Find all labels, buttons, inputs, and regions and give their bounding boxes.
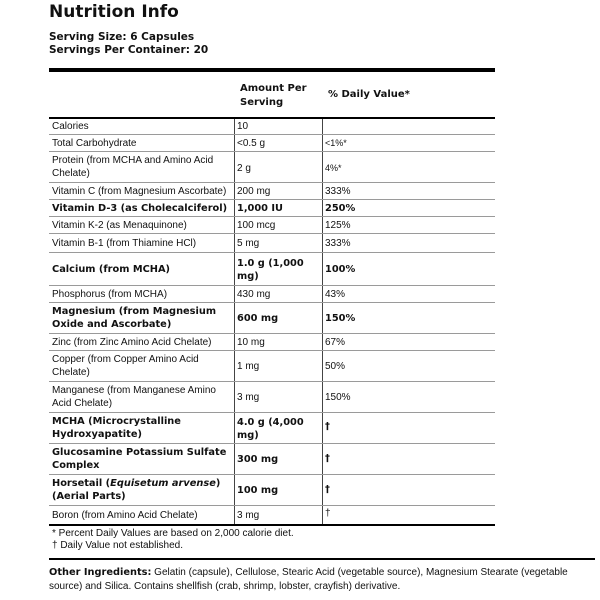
nutrient-name: Total Carbohydrate bbox=[52, 138, 137, 149]
nutrient-name: Phosphorus (from MCHA) bbox=[52, 289, 168, 300]
top-thick-divider bbox=[49, 68, 495, 72]
table-row bbox=[49, 413, 495, 444]
table-row bbox=[49, 444, 495, 475]
nutrient-amount: 3 mg bbox=[237, 510, 260, 521]
nutrient-amount: 10 mg bbox=[237, 337, 265, 348]
nutrient-dv: 333% bbox=[325, 238, 351, 249]
nutrient-name: Protein (from MCHA and Amino Acid Chelate) bbox=[52, 155, 214, 179]
servings-per-container: Servings Per Container: 20 bbox=[49, 44, 209, 56]
nutrient-dv: 43% bbox=[325, 289, 346, 300]
nutrient-amount: 10 bbox=[237, 121, 249, 132]
nutrient-amount: 1.0 g (1,000 mg) bbox=[237, 258, 304, 282]
nutrient-name: MCHA (Microcrystalline Hydroxyapatite) bbox=[52, 416, 181, 440]
table-row bbox=[49, 183, 495, 200]
nutrient-dv: 4%* bbox=[325, 163, 342, 173]
nutrient-dv: <1%* bbox=[325, 138, 347, 148]
nutrient-dv: 125% bbox=[325, 220, 351, 231]
amount-header-line2: Serving bbox=[240, 97, 284, 108]
nutrient-dv: 250% bbox=[325, 203, 356, 214]
other-ingredients bbox=[49, 566, 569, 594]
other-ingredients-text: Gelatin (capsule), Cellulose, Stearic Acid (vegetable source), Magnesium Stearate (vegetable source) and Silica. Contains shellfish (crab, shrimp, lobster, crayfish) derivative. bbox=[49, 567, 568, 592]
nutrient-amount: 600 mg bbox=[237, 313, 279, 324]
table-row bbox=[49, 382, 495, 413]
nutrient-name: Calcium (from MCHA) bbox=[52, 264, 171, 275]
footnote-dv-not-established: † Daily Value not established. bbox=[52, 540, 184, 551]
nutrient-name: Calories bbox=[52, 121, 89, 132]
table-row bbox=[49, 303, 495, 334]
nutrient-dv: 150% bbox=[325, 392, 351, 403]
nutrient-name: Magnesium (from Magnesium Oxide and Ascorbate) bbox=[52, 306, 217, 330]
nutrient-name: Vitamin C (from Magnesium Ascorbate) bbox=[52, 186, 227, 197]
nutrient-dv: 100% bbox=[325, 264, 356, 275]
daily-value-header: % Daily Value* bbox=[328, 89, 410, 100]
nutrient-name: Boron (from Amino Acid Chelate) bbox=[52, 510, 198, 521]
page-title: Nutrition Info bbox=[49, 2, 179, 22]
amount-header-line1: Amount Per bbox=[240, 83, 307, 94]
nutrient-dv: † bbox=[325, 508, 331, 519]
footnote-daily-values: * Percent Daily Values are based on 2,000 calorie diet. bbox=[52, 528, 294, 539]
nutrient-name: Zinc (from Zinc Amino Acid Chelate) bbox=[52, 337, 212, 348]
table-row bbox=[49, 119, 495, 135]
table-row bbox=[49, 253, 495, 286]
nutrient-name: Vitamin D-3 (as Cholecalciferol) bbox=[52, 203, 228, 214]
nutrient-amount: 430 mg bbox=[237, 289, 271, 300]
nutrient-amount: 3 mg bbox=[237, 392, 260, 403]
other-ingredients-label: Other Ingredients: bbox=[49, 567, 152, 578]
nutrient-amount: 4.0 g (4,000 mg) bbox=[237, 417, 304, 441]
nutrient-dv: 50% bbox=[325, 361, 346, 372]
nutrient-name: Glucosamine Potassium Sulfate Complex bbox=[52, 447, 227, 471]
nutrient-dv: † bbox=[325, 421, 330, 432]
nutrient-dv: † bbox=[325, 453, 330, 464]
table-row bbox=[49, 200, 495, 217]
nutrient-dv: 67% bbox=[325, 337, 346, 348]
nutrient-name-pre: Horsetail ( bbox=[52, 478, 111, 489]
table-row bbox=[49, 152, 495, 183]
nutrient-amount: 300 mg bbox=[237, 454, 279, 465]
nutrient-name bbox=[52, 477, 234, 503]
table-row bbox=[49, 351, 495, 382]
nutrient-amount: 100 mg bbox=[237, 485, 279, 496]
table-row bbox=[49, 217, 495, 234]
other-ingredients-divider bbox=[49, 558, 595, 560]
amount-per-serving-header bbox=[240, 82, 320, 110]
table-row bbox=[49, 135, 495, 152]
table-row bbox=[49, 334, 495, 351]
nutrient-name: Copper (from Copper Amino Acid Chelate) bbox=[52, 354, 199, 378]
nutrient-name-italic: Equisetum arvense bbox=[110, 478, 216, 489]
nutrient-amount: <0.5 g bbox=[237, 138, 266, 149]
nutrient-name: Manganese (from Manganese Amino Acid Chelate) bbox=[52, 385, 216, 409]
nutrient-amount: 1 mg bbox=[237, 361, 260, 372]
table-bottom-divider bbox=[49, 524, 495, 526]
table-row bbox=[49, 475, 495, 506]
nutrient-dv: † bbox=[325, 484, 330, 495]
table-row bbox=[49, 234, 495, 253]
table-row bbox=[49, 286, 495, 303]
nutrient-dv: 333% bbox=[325, 186, 351, 197]
nutrient-amount: 200 mg bbox=[237, 186, 271, 197]
nutrient-amount: 5 mg bbox=[237, 238, 260, 249]
table-row bbox=[49, 506, 495, 524]
nutrient-amount: 1,000 IU bbox=[237, 203, 283, 214]
nutrient-name-post: ) (Aerial Parts) bbox=[52, 478, 221, 502]
nutrient-amount: 100 mcg bbox=[237, 220, 276, 231]
nutrient-amount: 2 g bbox=[237, 163, 251, 174]
nutrient-name: Vitamin K-2 (as Menaquinone) bbox=[52, 220, 187, 231]
nutrient-dv: 150% bbox=[325, 313, 356, 324]
serving-size: Serving Size: 6 Capsules bbox=[49, 31, 195, 43]
nutrient-name: Vitamin B-1 (from Thiamine HCl) bbox=[52, 238, 197, 249]
